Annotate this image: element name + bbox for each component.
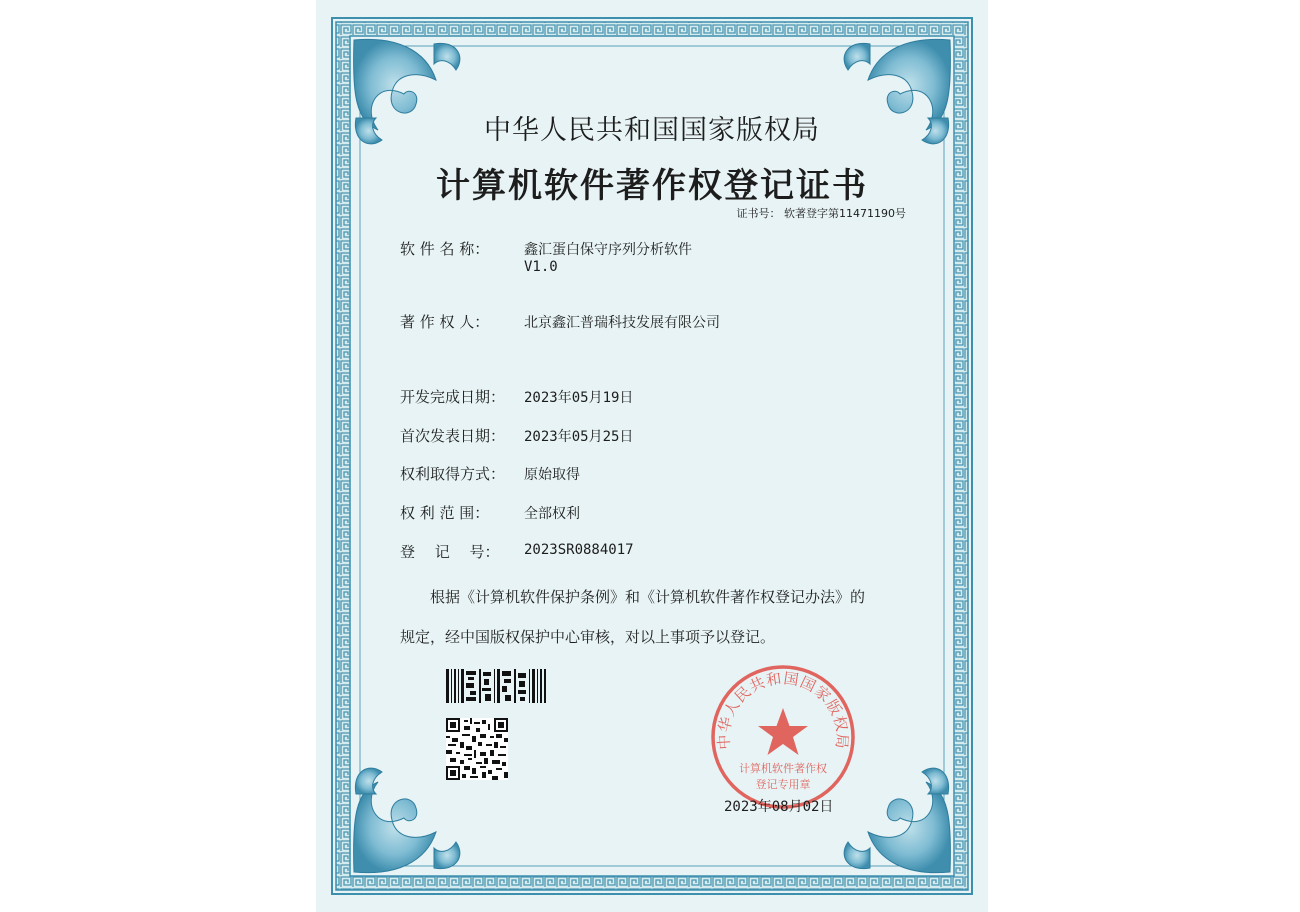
seal-inner-line-2: 登记专用章	[755, 778, 811, 791]
pub-date-value: 2023年05月25日	[524, 429, 634, 445]
reg-no-label: 登 记 号：	[400, 543, 500, 561]
statement-line-1: 根据《计算机软件保护条例》和《计算机软件著作权登记办法》的	[430, 588, 866, 606]
certificate	[316, 0, 988, 912]
scope-label: 权 利 范 围：	[400, 504, 490, 522]
software-version: V1.0	[524, 259, 558, 275]
certificate-number: 证书号： 软著登字第11471190号	[736, 207, 906, 220]
scope-value: 全部权利	[524, 506, 580, 522]
issuer-title: 中华人民共和国国家版权局	[484, 115, 820, 146]
owner-value: 北京鑫汇普瑞科技发展有限公司	[524, 315, 720, 331]
dev-date-label: 开发完成日期：	[400, 388, 506, 406]
reg-no-value: 2023SR0884017	[524, 542, 634, 558]
software-name-label: 软 件 名 称：	[400, 240, 490, 258]
dev-date-value: 2023年05月19日	[524, 390, 634, 406]
barcode	[446, 669, 546, 703]
software-name-value: 鑫汇蛋白保守序列分析软件	[524, 242, 692, 258]
pub-date-label: 首次发表日期：	[400, 427, 506, 445]
seal-inner-line-1: 计算机软件著作权	[739, 762, 827, 775]
acq-method-value: 原始取得	[524, 467, 580, 483]
qr-code	[446, 718, 508, 780]
official-seal	[708, 662, 858, 812]
star-icon	[758, 708, 808, 755]
statement-line-2: 规定，经中国版权保护中心审核，对以上事项予以登记。	[400, 628, 776, 646]
owner-label: 著 作 权 人：	[400, 313, 490, 331]
certificate-title: 计算机软件著作权登记证书	[436, 166, 868, 206]
acq-method-label: 权利取得方式：	[400, 465, 506, 483]
seal-outer-text: 中华人民共和国国家版权局	[714, 669, 852, 751]
issue-date: 2023年08月02日	[724, 799, 834, 815]
